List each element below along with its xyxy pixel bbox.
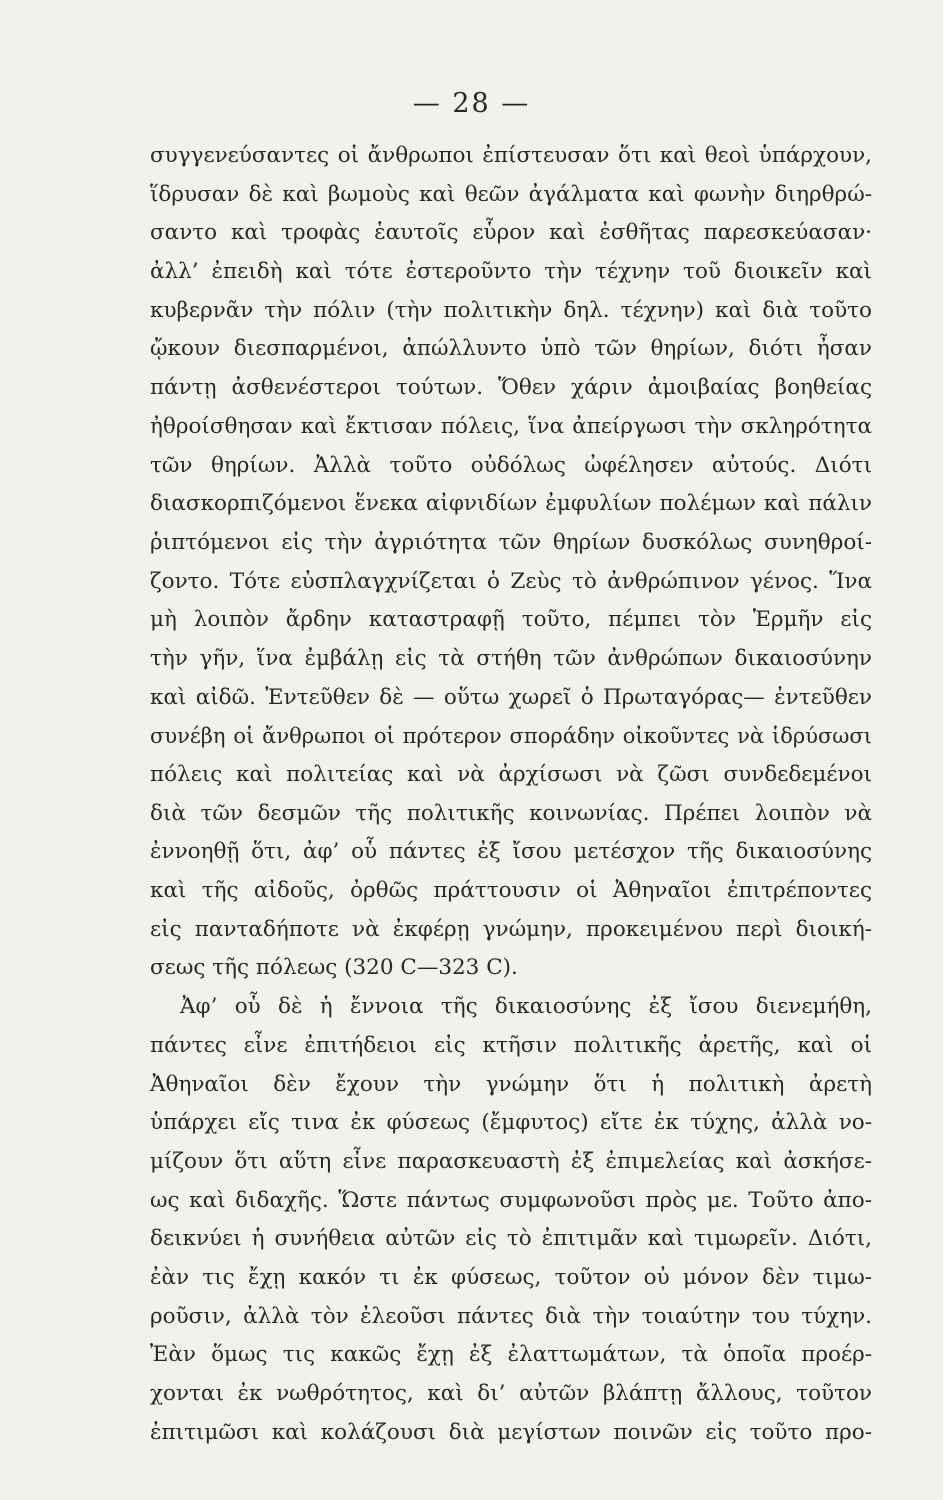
- body-text: [150, 137, 872, 1452]
- text-line: ἐὰν τις ἔχῃ κακόν τι ἐκ φύσεως, τοῦτον οὐ μόνον δὲν τιμω-: [150, 1264, 872, 1290]
- text-line: σεως τῆς πόλεως (320 C—323 C).: [150, 955, 518, 981]
- text-line: καὶ τῆς αἰδοῦς, ὀρθῶς πράττουσιν οἱ Ἀθηναῖοι ἐπιτρέποντες: [150, 878, 872, 904]
- text-line: χονται ἐκ νωθρότητος, καὶ δι’ αὐτῶν βλάπτῃ ἄλλους, τοῦτον: [150, 1381, 872, 1406]
- text-line: ἐπιτιμῶσι καὶ κολάζουσι διὰ μεγίστων ποινῶν εἰς τοῦτο προ-: [150, 1419, 872, 1445]
- text-line: ἠθροίσθησαν καὶ ἔκτισαν πόλεις, ἵνα ἀπείργωσι τὴν σκληρότητα: [150, 413, 872, 439]
- text-line: Ἀφ’ οὗ δὲ ἡ ἔννοια τῆς δικαιοσύνης ἐξ ἴσου διενεμήθη,: [180, 994, 872, 1020]
- text-line: διὰ τῶν δεσμῶν τῆς πολιτικῆς κοινωνίας. Πρέπει λοιπὸν νὰ: [150, 800, 872, 826]
- page-number: — 28 —: [412, 88, 531, 119]
- text-line: ἐννοηθῇ ὅτι, ἀφ’ οὗ πάντες ἐξ ἴσου μετέσχον τῆς δικαιοσύνης: [150, 839, 872, 865]
- text-line: κυβερνᾶν τὴν πόλιν (τὴν πολιτικὴν δηλ. τέχνην) καὶ διὰ τοῦτο: [150, 297, 872, 323]
- text-line: τὴν γῆν, ἵνα ἐμβάλῃ εἰς τὰ στήθη τῶν ἀνθρώπων δικαιοσύνην: [150, 645, 872, 671]
- text-line: καὶ αἰδῶ. Ἐντεῦθεν δὲ — οὕτω χωρεῖ ὁ Πρωταγόρας— ἐντεῦθεν: [150, 684, 872, 710]
- text-line: πόλεις καὶ πολιτείας καὶ νὰ ἀρχίσωσι νὰ ζῶσι συνδεδεμένοι: [150, 762, 872, 787]
- text-line: εἰς πανταδήποτε νὰ ἐκφέρῃ γνώμην, προκειμένου περὶ διοική-: [150, 916, 872, 942]
- text-line: Ἀθηναῖοι δὲν ἔχουν τὴν γνώμην ὅτι ἡ πολιτικὴ ἀρετὴ: [150, 1071, 872, 1097]
- text-line: ἵδρυσαν δὲ καὶ βωμοὺς καὶ θεῶν ἀγάλματα καὶ φωνὴν διηρθρώ-: [150, 181, 872, 207]
- text-line: μίζουν ὅτι αὕτη εἶνε παρασκευαστὴ ἐξ ἐπιμελείας καὶ ἀσκήσε-: [150, 1148, 872, 1174]
- text-line: ἀλλ’ ἐπειδὴ καὶ τότε ἐστεροῦντο τὴν τέχνην τοῦ διοικεῖν καὶ: [150, 259, 872, 285]
- text-line: Ἐὰν ὅμως τις κακῶς ἔχῃ ἐξ ἐλαττωμάτων, τὰ ὁποῖα προέρ-: [150, 1342, 872, 1368]
- text-line: ῥιπτόμενοι εἰς τὴν ἀγριότητα τῶν θηρίων δυσκόλως συνηθροί-: [150, 529, 872, 555]
- text-line: πάντες εἶνε ἐπιτήδειοι εἰς κτῆσιν πολιτικῆς ἀρετῆς, καὶ οἱ: [150, 1032, 872, 1058]
- text-line: ροῦσιν, ἀλλὰ τὸν ἐλεοῦσι πάντες διὰ τὴν τοιαύτην του τύχην.: [150, 1303, 872, 1329]
- text-line: δεικνύει ἡ συνήθεια αὐτῶν εἰς τὸ ἐπιτιμᾶν καὶ τιμωρεῖν. Διότι,: [150, 1226, 872, 1252]
- text-line: μὴ λοιπὸν ἄρδην καταστραφῇ τοῦτο, πέμπει τὸν Ἑρμῆν εἰς: [150, 607, 872, 633]
- text-line: διασκορπιζόμενοι ἕνεκα αἰφνιδίων ἐμφυλίων πολέμων καὶ πάλιν: [150, 491, 872, 517]
- text-line: ζοντο. Τότε εὐσπλαγχνίζεται ὁ Ζεὺς τὸ ἀνθρώπινον γένος. Ἵνα: [150, 568, 872, 594]
- text-line: συγγενεύσαντες οἱ ἄνθρωποι ἐπίστευσαν ὅτι καὶ θεοὶ ὑπάρχουν,: [150, 143, 872, 168]
- text-line: ως καὶ διδαχῆς. Ὥστε πάντως συμφωνοῦσι πρὸς με. Τοῦτο ἀπο-: [150, 1187, 872, 1213]
- text-line: πάντῃ ἀσθενέστεροι τούτων. Ὅθεν χάριν ἀμοιβαίας βοηθείας: [150, 375, 872, 401]
- text-line: συνέβη οἱ ἄνθρωποι οἱ πρότερον σποράδην οἰκοῦντες νὰ ἱδρύσωσι: [150, 724, 872, 749]
- text-line: ὑπάρχει εἴς τινα ἐκ φύσεως (ἔμφυτος) εἴτε ἐκ τύχης, ἀλλὰ νο-: [150, 1110, 872, 1136]
- text-line: σαντο καὶ τροφὰς ἑαυτοῖς εὗρον καὶ ἐσθῆτας παρεσκεύασαν·: [150, 220, 872, 246]
- text-line: ᾤκουν διεσπαρμένοι, ἀπώλλυντο ὑπὸ τῶν θηρίων, διότι ἦσαν: [150, 336, 872, 362]
- text-line: τῶν θηρίων. Ἀλλὰ τοῦτο οὐδόλως ὠφέλησεν αὐτούς. Διότι: [150, 452, 872, 478]
